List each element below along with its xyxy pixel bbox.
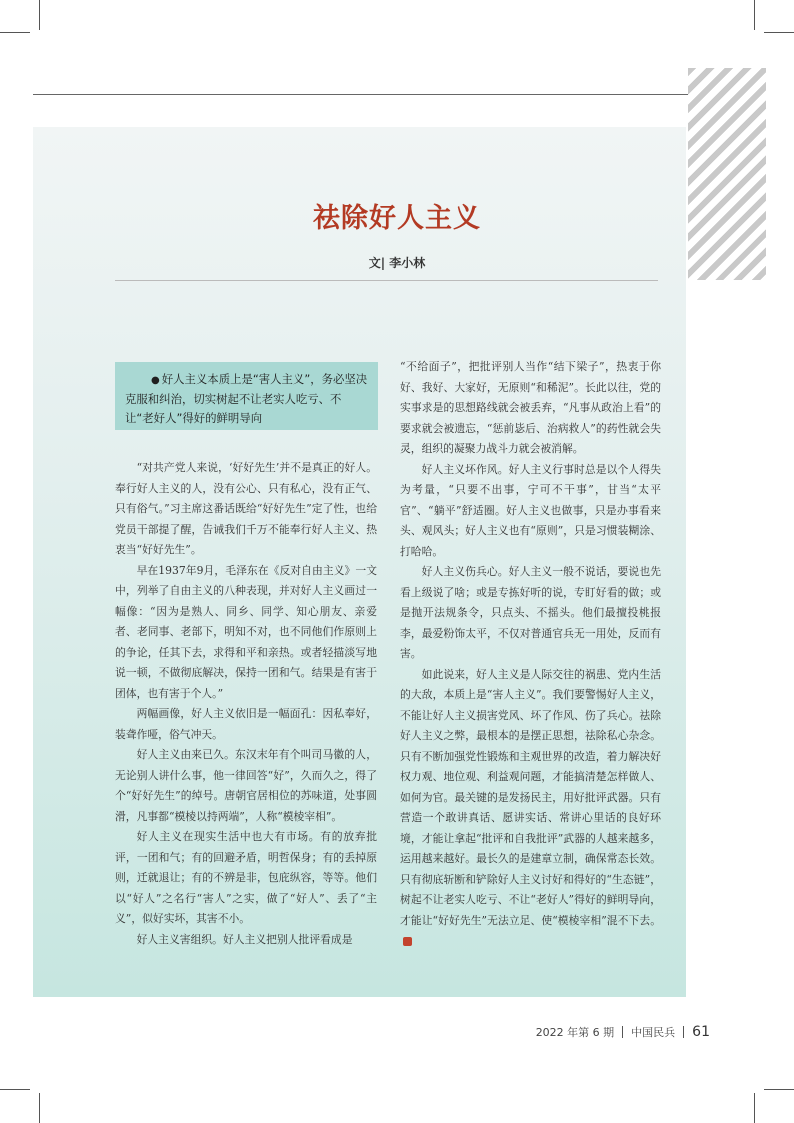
body-paragraph-text: 如此说来，好人主义是人际交往的祸患、党内生活的大敌，本质上是“害人主义”。我们要警惕好人主义，不能让好人主义损害党风、坏了作风、伤了兵心。祛除好人主义之弊，最根本的是摆正思想，祛除私心杂念。只有不断加强党性锻炼和主观世界的改造，着力解决好权力观、地位观、利益观问题，才能搞清楚怎样做人、如何为官。最关键的是发扬民主，用好批评武器。只有营造一个敢讲真话、愿讲实话、常讲心里话的良好环境，才能让拿起“批评和自我批评”武器的人越来越多，运用越来越好。最长久的是建章立制，确保常态长效。只有彻底斩断和铲除好人主义讨好和得好的“生态链”，树起不让老实人吃亏、不让“老好人”得好的鲜明导向，才能让“好好先生”无法立足、使“模棱宰相”混不下去。 xyxy=(400,667,661,927)
title-divider xyxy=(115,280,658,281)
footer-separator xyxy=(622,1026,623,1038)
pull-quote-box xyxy=(115,362,378,430)
pull-quote-text: 好人主义本质上是“害人主义”，务必坚决克服和纠治，切实树起不让老实人吃亏、不让“老好人”得好的鲜明导向 xyxy=(125,372,368,425)
body-paragraph: 两幅画像，好人主义依旧是一幅面孔：因私奉好，装聋作哑，俗气冲天。 xyxy=(115,707,377,741)
crop-mark xyxy=(0,32,30,33)
body-column-left xyxy=(115,458,377,950)
decorative-stripes xyxy=(688,68,766,280)
magazine-name: 中国民兵 xyxy=(631,1026,676,1039)
body-paragraph: 早在1937年9月，毛泽东在《反对自由主义》一文中，列举了自由主义的八种表现，并对好人主义画过一幅像：“因为是熟人、同乡、同学、知心朋友、亲爱者、老同事、老部下，明知不对，也不同他们作原则上的争论，任其下去，求得和平和亲热。或者轻描淡写地说一顿，不做彻底解决，保持一团和气。结果是有害于团体，也有害于个人。” xyxy=(115,563,377,700)
body-paragraph: 好人主义害组织。好人主义把别人批评看成是 xyxy=(136,932,353,946)
header-rule xyxy=(33,94,761,95)
article-byline: 文| 李小林 xyxy=(368,256,426,270)
footer-separator xyxy=(683,1026,684,1038)
page-footer xyxy=(536,1024,710,1040)
body-paragraph: “对共产党人来说，‘好好先生’并不是真正的好人。奉行好人主义的人，没有公心、只有私心，没有正气、只有俗气。”习主席这番话既给“好好先生”定了性，也给党员干部提了醒，告诫我们千万不能奉行好人主义、热衷当“好好先生”。 xyxy=(115,461,377,556)
body-paragraph: 好人主义坏作风。好人主义行事时总是以个人得失为考量，“只要不出事，宁可不干事”，甘当“太平官”、“躺平”舒适圈。好人主义也做事，只是办事看来头、观风头；好人主义也有“原则”，只是习惯装糊涂、打哈哈。 xyxy=(400,462,661,558)
body-paragraph: “不给面子”，把批评别人当作“结下梁子”，热衷于你好、我好、大家好，无原则“和稀泥”。长此以往，党的实事求是的思想路线就会被丢弃，“凡事从政治上看”的要求就会被遗忘，“惩前毖后、治病救人”的药性就会失灵，组织的凝聚力战斗力就会被消解。 xyxy=(400,360,661,455)
body-paragraph xyxy=(400,665,661,952)
crop-mark xyxy=(39,0,40,30)
body-paragraph: 好人主义伤兵心。好人主义一般不说话，要说也先看上级说了啥；或是专拣好听的说，专盯好看的做；或是抛开法规条令，只点头、不摇头。他们最擅投桃报李，最爱粉饰太平，不仅对普通官兵无一用处，反而有害。 xyxy=(400,565,661,660)
end-mark-icon xyxy=(403,937,412,946)
crop-mark xyxy=(764,1089,794,1090)
bullet-icon: ● xyxy=(151,375,160,386)
page-number: 61 xyxy=(692,1024,710,1040)
body-column-right xyxy=(400,357,661,952)
body-paragraph: 好人主义在现实生活中也大有市场。有的放弃批评，一团和气；有的回避矛盾，明哲保身；有的丢掉原则，迁就退让；有的不辨是非，包庇纵容，等等。他们以“好人”之名行“害人”之实，做了“好人”、丢了“主义”，似好实坏，其害不小。 xyxy=(115,830,377,925)
crop-mark xyxy=(39,1093,40,1123)
crop-mark xyxy=(754,0,755,30)
body-paragraph: 好人主义由来已久。东汉末年有个叫司马徽的人，无论别人讲什么事，他一律回答“好”，久而久之，得了个“好好先生”的绰号。唐朝官居相位的苏味道，处事圆滑，凡事都“模棱以持两端”，人称“模棱宰相”。 xyxy=(115,748,377,823)
crop-mark xyxy=(764,32,794,33)
article-title: 祛除好人主义 xyxy=(313,203,481,234)
crop-mark xyxy=(754,1093,755,1123)
issue-label: 2022 年第 6 期 xyxy=(535,1026,615,1039)
crop-mark xyxy=(0,1089,30,1090)
